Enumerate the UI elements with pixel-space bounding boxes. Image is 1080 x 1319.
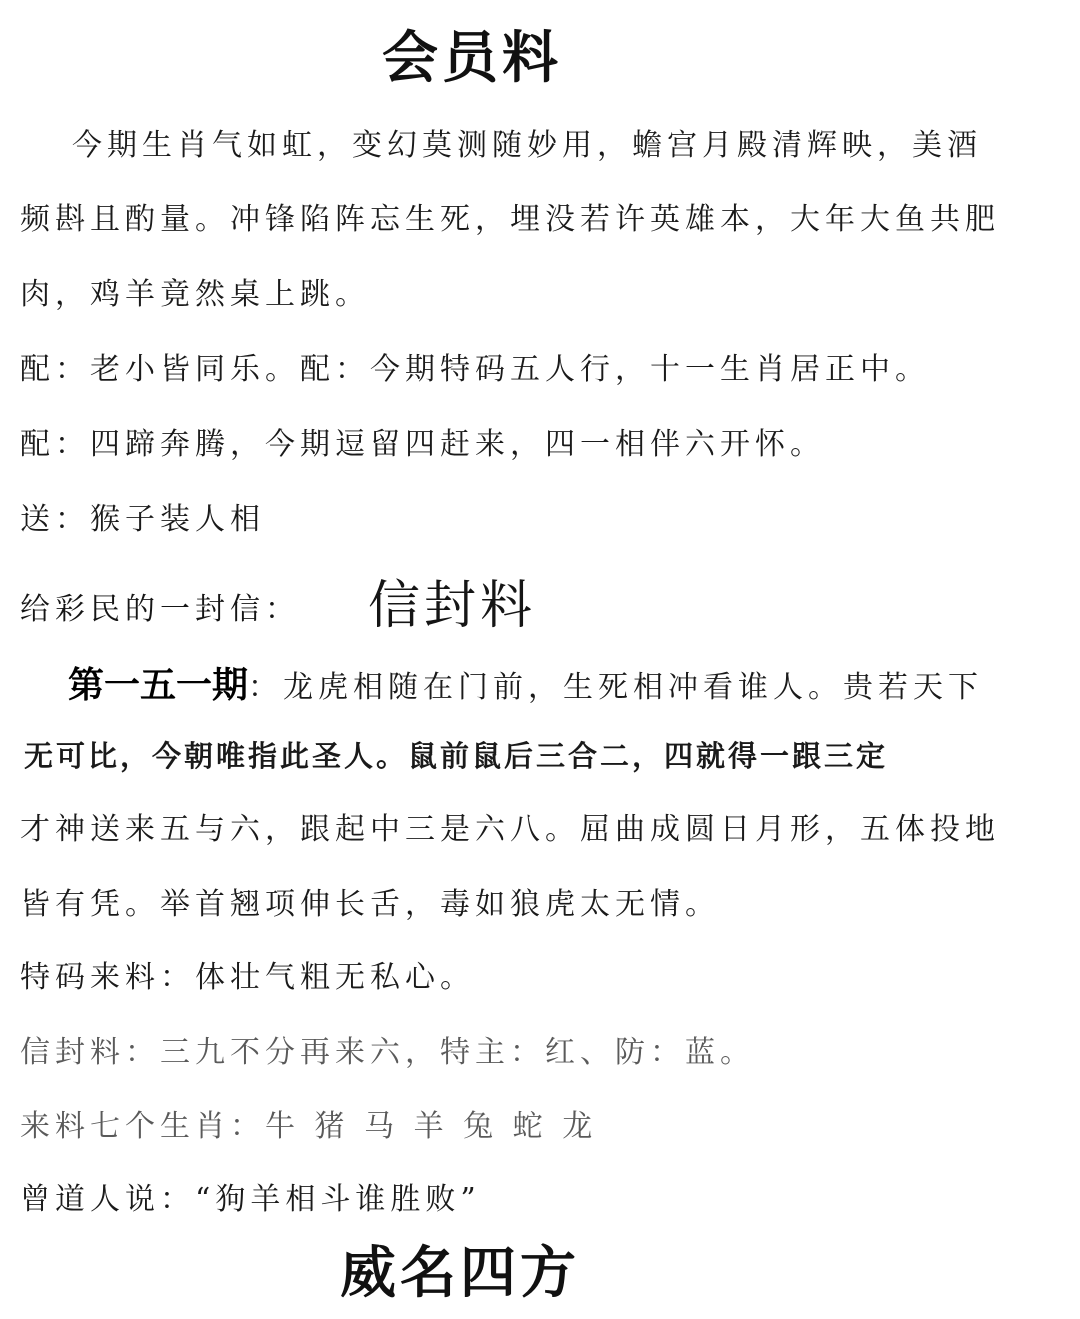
issue-label: 第一五一期 bbox=[68, 665, 249, 706]
taoist-saying-line: 曾道人说：“狗羊相斗谁胜败” bbox=[20, 1182, 481, 1217]
pair-line-2: 配：四蹄奔腾，今期逗留四赶来，四一相伴六开怀。 bbox=[20, 427, 825, 462]
poem-line-1: 今期生肖气如虹，变幻莫测随妙用，蟾宫月殿清辉映，美酒 bbox=[72, 128, 982, 163]
poem-line-2: 频斟且酌量。冲锋陷阵忘生死，埋没若许英雄本，大年大鱼共肥 bbox=[20, 202, 1000, 237]
seven-zodiac-line: 来料七个生肖：牛 猪 马 羊 兔 蛇 龙 bbox=[20, 1109, 598, 1144]
issue-line-1-text: ：龙虎相随在门前，生死相冲看谁人。贵若天下 bbox=[248, 670, 984, 705]
letter-label: 给彩民的一封信： bbox=[20, 592, 300, 627]
pair-line-1: 配：老小皆同乐。配：今期特码五人行，十一生肖居正中。 bbox=[20, 352, 930, 387]
member-title: 会员料 bbox=[382, 25, 562, 91]
issue-line-1 bbox=[68, 665, 984, 706]
envelope-title: 信封料 bbox=[368, 576, 537, 636]
special-code-line: 特码来料：体壮气粗无私心。 bbox=[20, 960, 475, 995]
issue-line-4: 皆有凭。举首翘项伸长舌，毒如狼虎太无情。 bbox=[20, 887, 720, 922]
envelope-clue-line: 信封料：三九不分再来六，特主：红、防：蓝。 bbox=[20, 1035, 755, 1070]
fame-title: 威名四方 bbox=[340, 1240, 580, 1306]
poem-line-3: 肉，鸡羊竟然桌上跳。 bbox=[20, 277, 370, 312]
gift-line: 送：猴子装人相 bbox=[20, 502, 265, 537]
issue-line-3: 才神送来五与六，跟起中三是六八。屈曲成圆日月形，五体投地 bbox=[20, 812, 1000, 847]
issue-line-2: 无可比，今朝唯指此圣人。鼠前鼠后三合二，四就得一跟三定 bbox=[24, 739, 889, 773]
